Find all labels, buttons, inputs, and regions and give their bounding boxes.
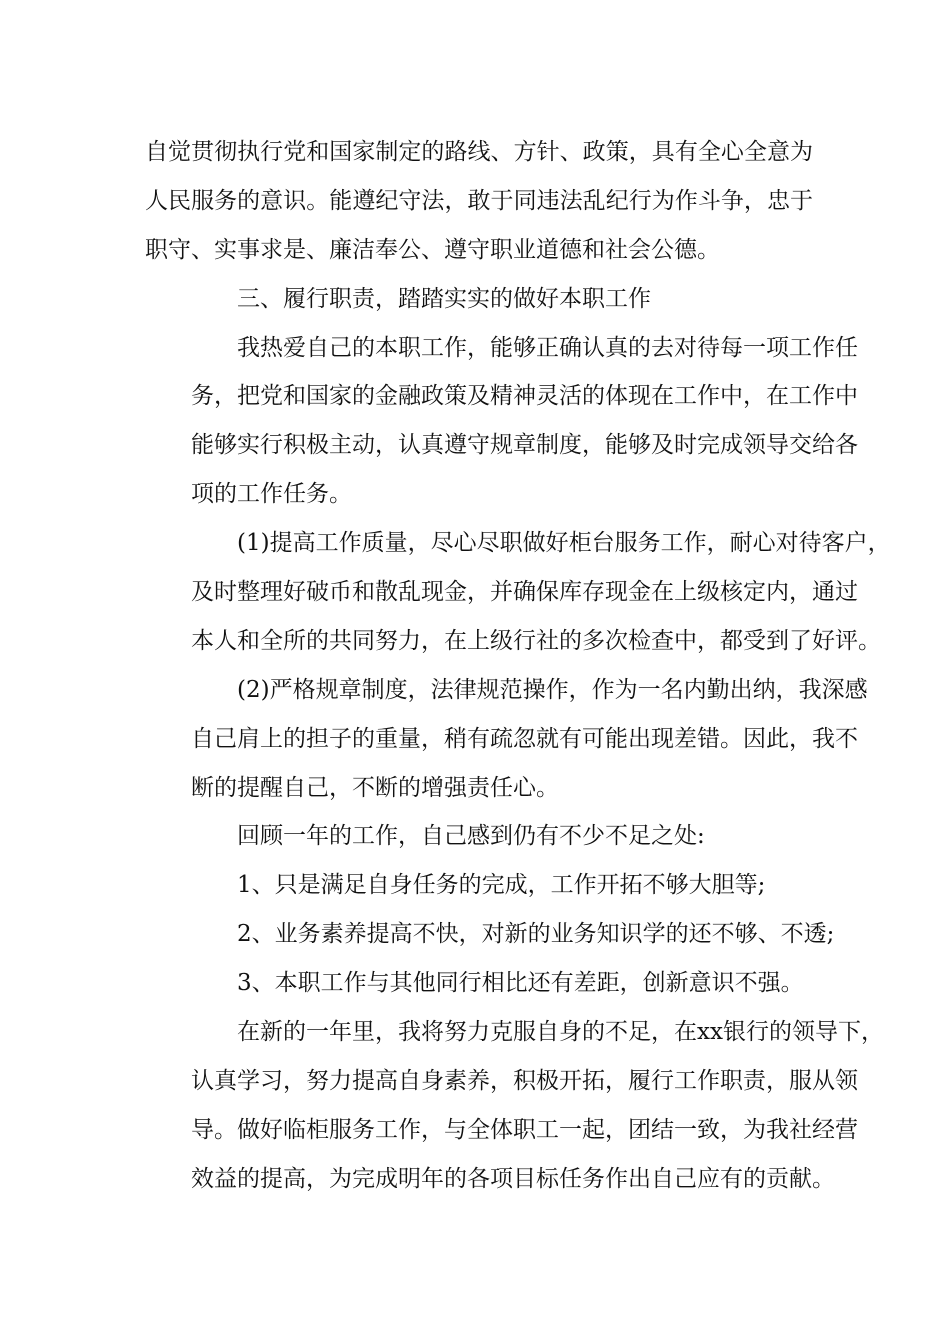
text-line: 2、业务素养提高不快，对新的业务知识学的还不够、不透;: [237, 921, 835, 948]
text-line: 务，把党和国家的金融政策及精神灵活的体现在工作中，在工作中: [191, 383, 858, 410]
section-heading-3: [145, 275, 813, 324]
text-line: 本人和全所的共同努力，在上级行社的多次检查中，都受到了好评。: [191, 627, 881, 654]
text-line: 人民服务的意识。能遵纪守法，敢于同违法乱纪行为作斗争，忠于: [145, 187, 813, 214]
paragraph-political-quality: [145, 128, 813, 275]
text-line: 自己肩上的担子的重量，稍有疏忽就有可能出现差错。因此，我不: [191, 725, 858, 752]
text-line: 1、只是满足自身任务的完成，工作开拓不够大胆等;: [237, 872, 766, 899]
text-line: 能够实行积极主动，认真遵守规章制度，能够及时完成领导交给各: [191, 432, 858, 459]
text-line: 认真学习，努力提高自身素养，积极开拓，履行工作职责，服从领: [191, 1067, 858, 1094]
paragraph-item-1: [145, 519, 891, 666]
list-item-shortcoming-1: [145, 861, 813, 910]
text-line: 职守、实事求是、廉洁奉公、遵守职业道德和社会公德。: [145, 236, 720, 263]
paragraph-new-year: [145, 1008, 884, 1204]
text-line: 3、本职工作与其他同行相比还有差距，创新意识不强。: [237, 970, 804, 997]
list-item-shortcoming-2: [145, 910, 835, 959]
text-line: 在新的一年里，我将努力克服自身的不足，在xx银行的领导下，: [237, 1019, 884, 1046]
text-line: 效益的提高，为完成明年的各项目标任务作出自己应有的贡献。: [191, 1165, 835, 1192]
section-heading-text: 三、履行职责，踏踏实实的做好本职工作: [237, 285, 651, 312]
paragraph-love-work: [145, 324, 858, 520]
text-line: 导。做好临柜服务工作，与全体职工一起，团结一致，为我社经营: [191, 1116, 858, 1143]
paragraph-review: [145, 812, 813, 861]
text-line: 回顾一年的工作，自己感到仍有不少不足之处:: [237, 823, 705, 850]
paragraph-item-2: [145, 666, 868, 813]
list-item-shortcoming-3: [145, 959, 813, 1008]
text-line: 自觉贯彻执行党和国家制定的路线、方针、政策，具有全心全意为: [145, 139, 813, 165]
text-line: 项的工作任务。: [191, 481, 352, 508]
text-line: (1)提高工作质量，尽心尽职做好柜台服务工作，耐心对待客户，: [237, 530, 891, 557]
text-line: 我热爱自己的本职工作，能够正确认真的去对待每一项工作任: [237, 334, 858, 361]
text-line: (2)严格规章制度，法律规范操作，作为一名内勤出纳，我深感: [237, 676, 868, 703]
document-page: [145, 128, 891, 1204]
text-line: 及时整理好破币和散乱现金，并确保库存现金在上级核定内，通过: [191, 579, 858, 606]
text-line: 断的提醒自己，不断的增强责任心。: [191, 774, 559, 801]
